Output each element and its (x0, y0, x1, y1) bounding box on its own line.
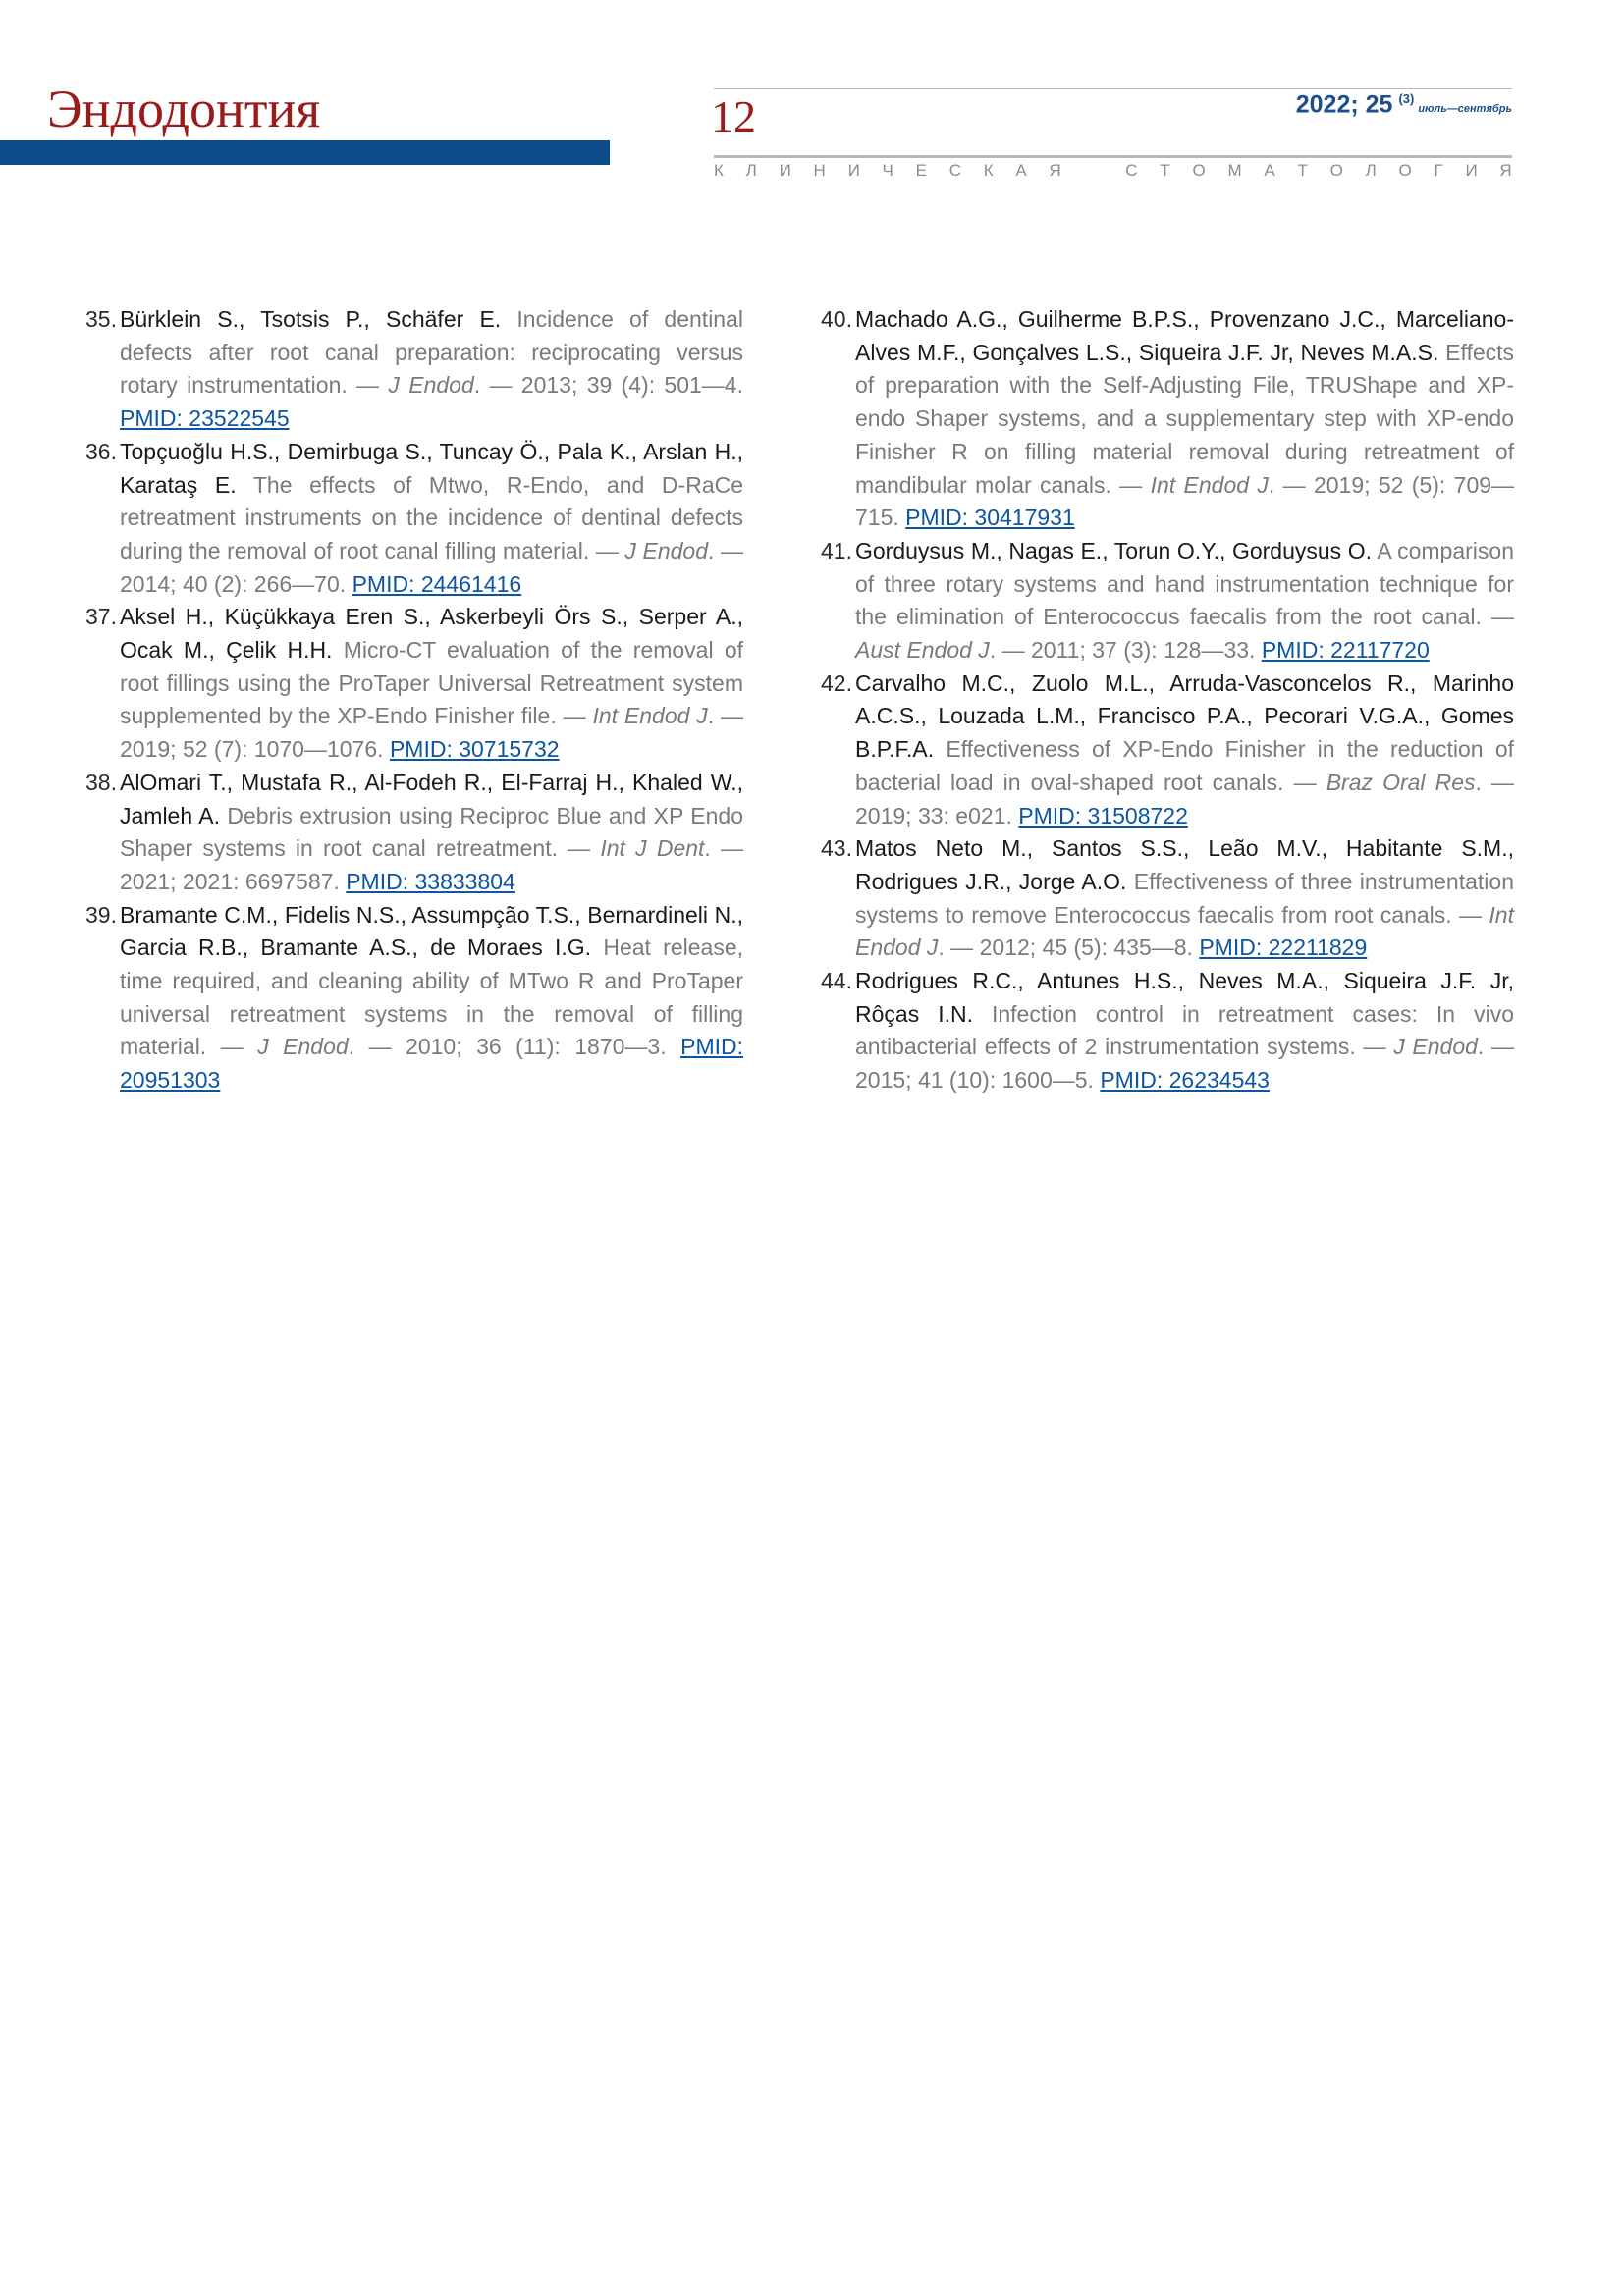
header-top-rule (714, 88, 1512, 89)
reference-text (120, 601, 743, 767)
reference-authors: Bürklein S., Tsotsis P., Schäfer E. (120, 306, 502, 332)
reference-item (821, 667, 1514, 833)
reference-details: . — 2010; 36 (11): 1870—3. (348, 1034, 667, 1060)
reference-details: . — 2021; 2021: 6697587. (120, 835, 744, 894)
reference-number: 43. (821, 835, 852, 862)
journal-letter: О (1398, 161, 1412, 180)
reference-title: Effects of preparation with the Self-Adjusting File, TRUShape and XP-endo Shaper systems, and a supplementary step with XP-endo Finisher R on filling material removal during retreatment of mandibular molar canals. — (855, 339, 1515, 498)
pmid-link[interactable]: PMID: 26234543 (1100, 1067, 1270, 1094)
pmid-link[interactable]: PMID: 33833804 (346, 868, 515, 894)
reference-journal: J Endod (388, 372, 474, 399)
journal-letter: И (847, 161, 860, 180)
reference-item (85, 899, 743, 1097)
journal-letter: И (779, 161, 791, 180)
journal-letter: М (1227, 161, 1242, 180)
pmid-link[interactable]: PMID: 22117720 (1261, 637, 1430, 664)
journal-letter: Н (813, 161, 826, 180)
reference-title: A comparison of three rotary systems and hand instrumentation technique for the elimination of Enterococcus faecalis from the root canal. — (855, 537, 1514, 630)
reference-title: Incidence of dentinal defects after root canal preparation: reciprocating versus rotary instrumentation. — (120, 306, 743, 399)
reference-journal: Int J Dent (600, 835, 705, 862)
reference-authors: Gorduysus M., Nagas E., Torun O.Y., Gorduysus O. (855, 537, 1373, 563)
reference-details: . — 2014; 40 (2): 266—70. (120, 537, 744, 597)
reference-item (85, 601, 743, 767)
reference-number: 41. (821, 537, 852, 563)
reference-title: Debris extrusion using Reciproc Blue and XP Endo Shaper systems in root canal retreatment. — (120, 802, 743, 862)
journal-letter: К (714, 161, 724, 180)
reference-authors: Bramante C.M., Fidelis N.S., Assumpção T.S., Bernardineli N., Garcia R.B., Bramante A.S., de Moraes I.G. (120, 901, 743, 961)
reference-number: 42. (821, 669, 852, 696)
reference-journal: Aust Endod J (855, 637, 990, 664)
header-divider (714, 155, 1512, 158)
reference-authors: Machado A.G., Guilherme B.P.S., Provenzano J.C., Marceliano-Alves M.F., Gonçalves L.S., Siqueira J.F. Jr, Neves M.A.S. (855, 306, 1514, 365)
journal-letter: Я (1499, 161, 1512, 180)
reference-details: . — 2019; 52 (5): 709—715. (855, 471, 1515, 531)
reference-title: Infection control in retreatment cases: In vivo antibacterial effects of 2 instrumentation systems. — (855, 1000, 1514, 1060)
reference-title: Effectiveness of three instrumentation systems to remove Enterococcus faecalis from root canals. — (855, 868, 1514, 928)
journal-letter: Л (1365, 161, 1377, 180)
reference-text (120, 899, 743, 1097)
reference-details: . — 2012; 45 (5): 435—8. (938, 934, 1193, 961)
journal-letter: К (983, 161, 994, 180)
reference-number: 35. (85, 306, 117, 332)
reference-text (855, 303, 1514, 535)
journal-letter: Т (1297, 161, 1308, 180)
journal-letter: Л (745, 161, 757, 180)
reference-number: 36. (85, 438, 117, 464)
reference-title: Heat release, time required, and cleaning ability of MTwo R and ProTaper universal retreatment systems in the removal of filling material. — (120, 934, 743, 1060)
reference-item (821, 832, 1514, 965)
issue-number: (3) (1398, 91, 1415, 106)
journal-letter: С (1125, 161, 1138, 180)
year-volume: 2022; 25 (1295, 90, 1393, 119)
pmid-link[interactable]: PMID: 30417931 (905, 505, 1075, 531)
references-right-column (821, 303, 1514, 1097)
reference-details: . — 2013; 39 (4): 501—4. (473, 372, 743, 399)
reference-title: Effectiveness of XP-Endo Finisher in the reduction of bacterial load in oval-shaped root canals. — (855, 736, 1514, 795)
journal-letter: А (1264, 161, 1275, 180)
reference-details: . — 2011; 37 (3): 128—33. (989, 637, 1256, 664)
reference-item (821, 303, 1514, 535)
reference-authors: Topçuoğlu H.S., Demirbuga S., Tuncay Ö., Pala K., Arslan H., Karataş E. (120, 438, 743, 498)
journal-letter: И (1465, 161, 1478, 180)
reference-number: 38. (85, 769, 117, 795)
reference-journal: Int Endod J (855, 901, 1514, 961)
reference-number: 44. (821, 968, 852, 994)
reference-number: 37. (85, 604, 117, 630)
journal-word-gap (1084, 161, 1104, 181)
reference-journal: J Endod (257, 1034, 349, 1060)
reference-title: Micro-CT evaluation of the removal of root fillings using the ProTaper Universal Retreatment system supplemented by the XP-Endo Finisher file. — (120, 637, 744, 729)
journal-letter: О (1192, 161, 1206, 180)
reference-number: 39. (85, 901, 117, 928)
reference-authors: AlOmari T., Mustafa R., Al-Fodeh R., El-Farraj H., Khaled W., Jamleh A. (120, 769, 743, 828)
journal-letter: Ч (882, 161, 893, 180)
reference-item (85, 303, 743, 436)
issue-months: июль—сентябрь (1418, 103, 1512, 116)
journal-letter: Я (1049, 161, 1061, 180)
reference-title: The effects of Mtwo, R-Endo, and D-RaCe retreatment instruments on the incidence of dentinal defects during the removal of root canal filling material. — (120, 471, 744, 563)
pmid-link[interactable]: PMID: 23522545 (120, 405, 290, 432)
reference-authors: Aksel H., Küçükkaya Eren S., Askerbeyli Örs S., Serper A., Ocak M., Çelik H.H. (120, 604, 743, 664)
journal-name (714, 161, 1512, 181)
reference-text (120, 303, 743, 436)
reference-authors: Rodrigues R.C., Antunes H.S., Neves M.A., Siqueira J.F. Jr, Rôças I.N. (855, 968, 1514, 1027)
reference-text (855, 965, 1514, 1097)
reference-item (821, 535, 1514, 667)
references-left-column (85, 303, 743, 1097)
reference-journal: J Endod (624, 537, 709, 563)
section-color-bar (0, 140, 610, 165)
journal-letter: Г (1434, 161, 1443, 180)
reference-details: . — 2019; 52 (7): 1070—1076. (120, 703, 744, 763)
reference-text (855, 832, 1514, 965)
reference-item (85, 436, 743, 602)
section-title: Эндодонтия (47, 80, 321, 138)
reference-journal: Int Endod J (592, 703, 708, 729)
journal-letter: С (948, 161, 961, 180)
reference-number: 40. (821, 306, 852, 332)
reference-journal: Braz Oral Res (1326, 769, 1476, 795)
pmid-link[interactable]: PMID: 30715732 (389, 736, 560, 763)
journal-letter: Т (1160, 161, 1170, 180)
reference-details: . — 2015; 41 (10): 1600—5. (855, 1034, 1515, 1094)
reference-text (120, 767, 743, 899)
reference-journal: Int Endod J (1150, 471, 1269, 498)
reference-text (855, 535, 1514, 667)
reference-item (821, 965, 1514, 1097)
reference-journal: J Endod (1393, 1034, 1478, 1060)
reference-authors: Matos Neto M., Santos S.S., Leão M.V., Habitante S.M., Rodrigues J.R., Jorge A.O. (855, 835, 1514, 894)
journal-letter: А (1015, 161, 1027, 180)
reference-details: . — 2019; 33: e021. (855, 769, 1515, 828)
pmid-link[interactable]: PMID: 24461416 (352, 570, 522, 597)
journal-letter: О (1329, 161, 1343, 180)
reference-item (85, 767, 743, 899)
reference-authors: Carvalho M.C., Zuolo M.L., Arruda-Vasconcelos R., Marinho A.C.S., Louzada L.M., Francisco P.A., Pecorari V.G.A., Gomes B.P.F.A. (855, 669, 1514, 763)
page-number: 12 (711, 91, 756, 141)
pmid-link[interactable]: PMID: 22211829 (1199, 934, 1368, 961)
pmid-link[interactable]: PMID: 31508722 (1018, 802, 1188, 828)
pmid-link[interactable]: PMID: 20951303 (120, 1034, 743, 1094)
journal-letter: Е (915, 161, 927, 180)
issue-info (1296, 92, 1512, 117)
reference-text (855, 667, 1514, 833)
reference-text (120, 436, 743, 602)
